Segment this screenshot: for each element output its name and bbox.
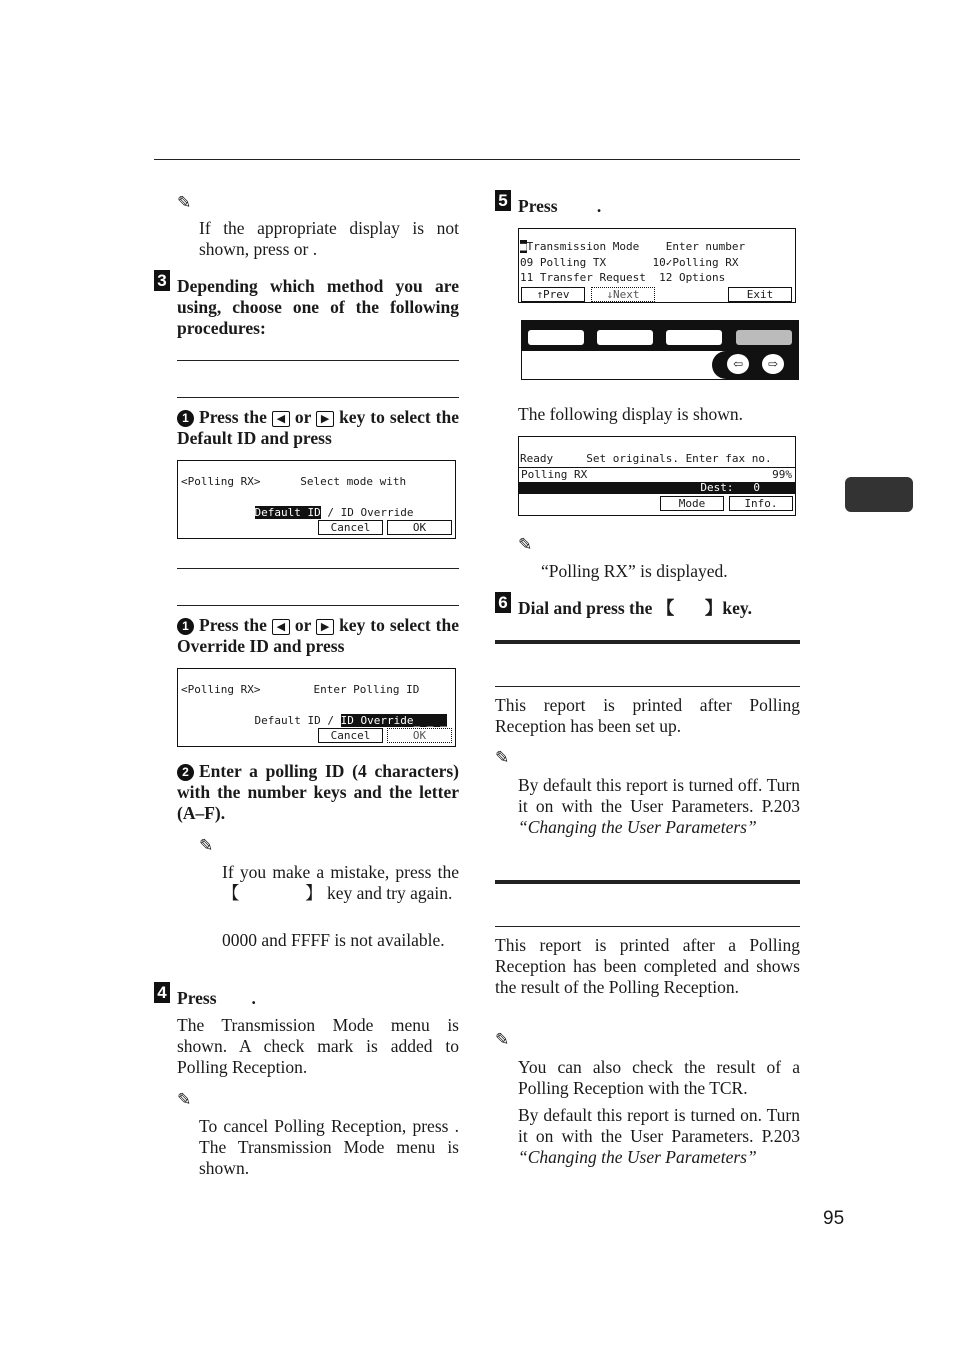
step4-text: Press . [177,988,256,1008]
substep-default-id: 1 Press the ◀ or ▶ key to select the Default ID and press [177,407,460,448]
note-pencil-icon: ✎ [177,1090,192,1109]
note-tcr: You can also check the result of a Polling Reception with the TCR. [518,1057,800,1098]
step3-text: Depending which method you are using, choose one of the following procedures: [177,276,459,338]
lcd-ready [518,436,796,516]
lcd-exit-button[interactable]: Exit [728,287,792,302]
left-arrow-key[interactable]: ⇦ [727,354,749,374]
note-default-off: By default this report is turned off. Turn it on with the User Parameters. P.203 “Changing the User Parameters” [518,775,800,837]
lcd-ok-button-disabled: OK [387,728,452,743]
divider [177,360,459,361]
display-shown-text: The following display is shown. [518,404,744,424]
paragraph-report-after-setup: This report is printed after Polling Reception has been set up. [495,695,800,736]
substep-number-2: 2 [177,764,194,781]
step5-number: 5 [495,190,511,211]
lcd-row: <Polling RX> Select mode with [181,475,407,488]
lcd-row: Ready Set originals. Enter fax no. [520,452,772,465]
note-polling-rx-displayed: “Polling RX” is displayed. [541,561,728,581]
lcd-ok-button[interactable]: OK [387,520,452,535]
note-default-on: By default this report is turned on. Turn it on with the User Parameters. P.203 “Changing the User Parameters” [518,1105,800,1167]
lcd-default-id-selected: Default ID [254,506,321,519]
divider [177,605,459,606]
header-rule [154,159,800,160]
lcd-transmission-mode [518,228,796,303]
note-pencil-icon: ✎ [199,836,214,855]
control-panel [521,320,799,380]
lcd-cancel-button[interactable]: Cancel [318,728,383,743]
lcd-override-id [177,668,456,747]
lcd-cancel-button[interactable]: Cancel [318,520,383,535]
note-cancel-polling: To cancel Polling Reception, press . The Transmission Mode menu is shown. [199,1116,459,1178]
function-key-3[interactable] [666,330,722,345]
right-arrow-icon: ▶ [316,411,334,427]
right-arrow-icon: ▶ [316,619,334,635]
bracket-key: 【 】 [222,883,323,903]
substep-enter-polling-id: 2 Enter a polling ID (4 characters) with the number keys and the letter (A–F). [177,761,459,823]
step4-body: The Transmission Mode menu is shown. A check mark is added to Polling Reception. [177,1015,459,1077]
note-0000-ffff: 0000 and FFFF is not available. [222,930,445,950]
substep-number-1: 1 [177,618,194,635]
lcd-text: Default ID / [254,714,334,727]
lcd-row: Polling RX [521,468,588,481]
section-rule-thick [495,640,800,644]
lcd-memory-percent: 99% [772,468,792,481]
arrow-key-panel [712,351,798,379]
lcd-row: 09 Polling TX 10✓Polling RX [520,256,739,269]
chapter-tab [845,477,913,512]
lcd-text: / ID Override [327,506,414,519]
function-key-2[interactable] [597,330,653,345]
note-appropriate-display: If the appropriate display is not shown, press or . [199,218,459,259]
function-key-1[interactable] [528,330,584,345]
step3-number: 3 [154,270,170,291]
substep-override-id: 1 Press the ◀ or ▶ key to select the Override ID and press [177,615,460,656]
lcd-row: ■Transmission Mode Enter number [520,240,746,253]
subsection-rule [495,686,800,687]
lcd-row: 11 Transfer Request 12 Options [520,271,726,284]
lcd-next-button-disabled: ↓Next [591,287,655,302]
divider [177,397,459,398]
step5-text: Press . [518,196,602,216]
lcd-prev-button[interactable]: ↑Prev [521,287,585,302]
section-rule-thick [495,880,800,884]
step6-text: Dial and press the 【 】key. [518,598,753,618]
function-key-4[interactable] [736,330,792,345]
step6-number: 6 [495,592,511,613]
lcd-default-id [177,460,456,539]
step4-number: 4 [154,982,170,1003]
divider [177,568,459,569]
note-pencil-icon: ✎ [495,1030,510,1049]
note-pencil-icon: ✎ [518,535,533,554]
left-arrow-icon: ◀ [272,411,290,427]
right-arrow-key[interactable]: ⇨ [762,354,784,374]
note-pencil-icon: ✎ [495,748,510,767]
subsection-rule [495,926,800,927]
lcd-info-button[interactable]: Info. [729,496,793,511]
left-arrow-icon: ◀ [272,619,290,635]
lcd-override-selected: ID Override_ _ _ [340,714,447,727]
lcd-mode-button[interactable]: Mode [660,496,724,511]
lcd-dest-bar [519,482,795,494]
substep-number-1: 1 [177,410,194,427]
note-pencil-icon: ✎ [177,193,192,212]
paragraph-report-after-completed: This report is printed after a Polling Reception has been completed and shows the result of the Polling Reception. [495,935,800,997]
lcd-dest: Dest: 0 [700,481,760,494]
lcd-row: <Polling RX> Enter Polling ID [181,683,420,696]
note-mistake: If you make a mistake, press the 【 】 key and try again. [222,862,459,903]
page-number: 95 [823,1208,845,1229]
